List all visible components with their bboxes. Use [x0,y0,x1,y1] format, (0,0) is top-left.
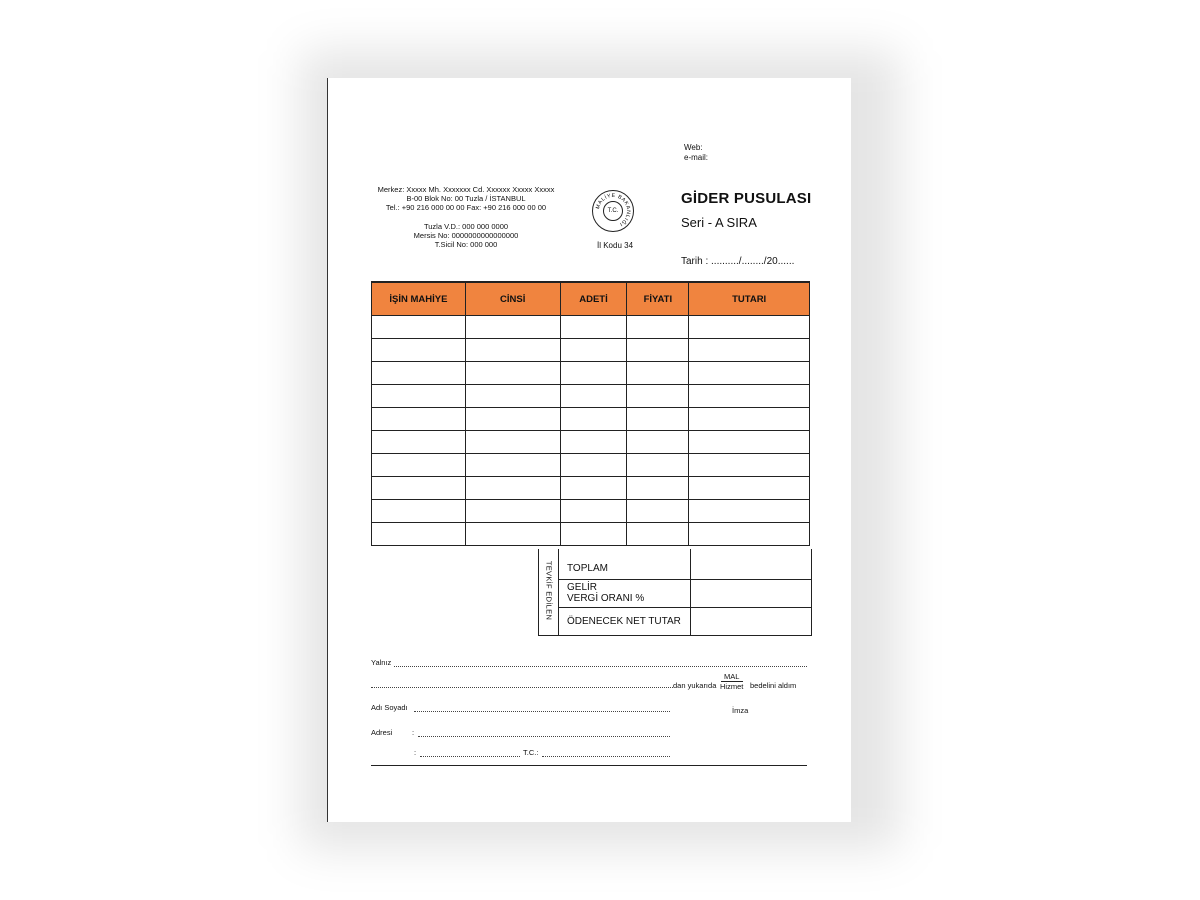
company-address [366,185,566,212]
table-cell[interactable] [372,362,466,385]
mal-hizmet-fraction [720,672,743,691]
table-cell[interactable] [465,454,560,477]
table-cell[interactable] [689,523,810,546]
table-cell[interactable] [560,477,627,500]
table-cell[interactable] [372,385,466,408]
seal-center: T.C. [603,201,623,221]
table-row [372,477,810,500]
phone-fax-line: Tel.: +90 216 000 00 00 Fax: +90 216 000 00 00 [385,203,547,212]
table-cell[interactable] [689,408,810,431]
table-cell[interactable] [689,339,810,362]
table-cell[interactable] [372,523,466,546]
adres-colon-1: : [412,728,415,737]
table-cell[interactable] [627,431,689,454]
ministry-seal-icon [592,190,634,232]
table-row [372,500,810,523]
tax-office: Tuzla V.D.: 000 000 0000 [423,222,509,231]
table-header-row [372,282,810,316]
tc-field[interactable] [542,756,670,757]
table-row [372,385,810,408]
table-cell[interactable] [465,316,560,339]
table-cell[interactable] [560,362,627,385]
table-cell[interactable] [627,385,689,408]
web-email-block [684,143,708,163]
tevkif-text: TEVKİF EDİLEN [544,560,554,621]
table-cell[interactable] [372,408,466,431]
table-cell[interactable] [560,339,627,362]
dan-yukarida-text: dan yukarıda [673,681,717,690]
net-total-label: ÖDENECEK NET TUTAR [567,616,681,627]
table-cell[interactable] [627,477,689,500]
col-header-mahiye: İŞİN MAHİYE [372,282,466,316]
table-cell[interactable] [689,477,810,500]
table-cell[interactable] [560,523,627,546]
table-cell[interactable] [689,431,810,454]
mersis-no: Mersis No: 0000000000000000 [413,231,519,240]
total-label: TOPLAM [567,563,608,574]
tevkif-side-label [539,549,559,635]
table-cell[interactable] [465,362,560,385]
table-cell[interactable] [689,362,810,385]
net-total-row [559,608,691,635]
web-label: Web: [684,143,703,152]
tax-rate-value[interactable] [691,580,811,607]
address-line-1: Merkez: Xxxxx Mh. Xxxxxxx Cd. Xxxxxx Xxxxx Xxxxx [377,185,555,194]
table-cell[interactable] [465,408,560,431]
table-cell[interactable] [372,477,466,500]
adresi-label: Adresi [371,728,393,737]
table-cell[interactable] [372,454,466,477]
address-line-2-field[interactable] [420,756,520,757]
totals-block [538,549,812,636]
province-code: İl Kodu 34 [597,241,634,250]
yalniz-label: Yalnız [371,658,392,667]
table-cell[interactable] [465,385,560,408]
imza-label: İmza [732,706,749,715]
table-cell[interactable] [560,500,627,523]
bedelini-text: bedelini aldım [750,681,797,690]
table-cell[interactable] [627,454,689,477]
bottom-rule [371,765,807,766]
table-cell[interactable] [627,362,689,385]
date-field: Tarih : ........../......../20...... [681,256,795,267]
address-line-1-field[interactable] [418,736,670,737]
table-row [372,408,810,431]
table-cell[interactable] [372,339,466,362]
table-cell[interactable] [627,339,689,362]
table-cell[interactable] [560,408,627,431]
table-row [372,362,810,385]
serial-label: Seri - A SIRA [681,215,757,230]
receipt-form [327,78,851,822]
name-line[interactable] [414,711,670,712]
document-title: GİDER PUSULASI [681,190,812,207]
yalniz-line[interactable] [394,666,807,667]
trade-registry: T.Sicil No: 000 000 [434,240,498,249]
email-label: e-mail: [684,153,709,162]
col-header-tutari: TUTARI [689,282,810,316]
table-row [372,339,810,362]
table-cell[interactable] [689,385,810,408]
net-total-value[interactable] [691,608,811,635]
table-cell[interactable] [372,316,466,339]
company-tax-info [366,222,566,249]
col-header-cinsi: CİNSİ [465,282,560,316]
tax-rate-row [559,580,691,607]
total-row [559,549,691,579]
items-table [371,281,810,546]
col-header-adeti: ADETİ [560,282,627,316]
hizmet-text: Hizmet [720,682,744,691]
tax-rate-label: GELİR VERGİ ORANI % [567,582,645,604]
adres-colon-2: : [414,748,417,757]
table-cell[interactable] [465,431,560,454]
table-cell[interactable] [560,316,627,339]
table-cell[interactable] [465,523,560,546]
table-cell[interactable] [372,431,466,454]
col-header-fiyati: FİYATI [627,282,689,316]
address-line-2: B-00 Blok No: 00 Tuzla / İSTANBUL [406,194,526,203]
adi-soyadi-label: Adı Soyadı [371,703,408,712]
tc-label: T.C.: [523,748,539,757]
table-row [372,454,810,477]
amount-line[interactable] [371,687,673,688]
table-row [372,316,810,339]
table-cell[interactable] [627,523,689,546]
table-cell[interactable] [560,454,627,477]
table-cell[interactable] [465,477,560,500]
table-cell[interactable] [689,316,810,339]
table-cell[interactable] [689,500,810,523]
table-row [372,431,810,454]
table-cell[interactable] [560,385,627,408]
table-cell[interactable] [465,500,560,523]
table-row [372,523,810,546]
table-cell[interactable] [627,316,689,339]
table-cell[interactable] [372,500,466,523]
total-value[interactable] [691,549,811,579]
mal-text: MAL [723,672,740,681]
svg-text:MALİYE BAKANLIĞI: MALİYE BAKANLIĞI [595,192,632,228]
table-cell[interactable] [627,500,689,523]
table-cell[interactable] [465,339,560,362]
table-cell[interactable] [627,408,689,431]
table-cell[interactable] [560,431,627,454]
table-cell[interactable] [689,454,810,477]
